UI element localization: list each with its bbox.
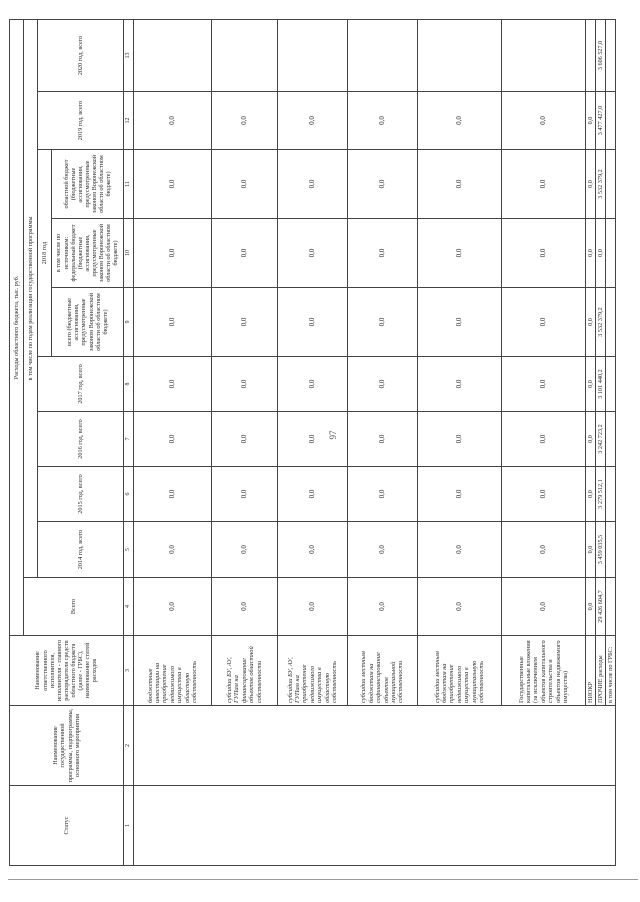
value-cell: 0,0 [212, 467, 278, 522]
col-number: 9 [124, 288, 134, 357]
col-number: 3 [124, 636, 134, 706]
value-cell: 0,0 [502, 219, 586, 288]
header-status: Статус [10, 786, 124, 866]
value-cell [134, 19, 212, 91]
value-cell: 0,0 [278, 578, 348, 636]
value-cell: 0,0 [212, 578, 278, 636]
header-2018-federal [52, 219, 124, 288]
value-cell: 0,0 [586, 150, 596, 219]
value-cell: 0,0 [348, 522, 418, 578]
value-cell: 0,0 [586, 578, 596, 636]
col-number: 8 [124, 357, 134, 412]
value-cell: 0,0 [586, 412, 596, 467]
value-cell: 0,0 [502, 357, 586, 412]
row-label: Государственные капитальные вложения (за исключением объектов капитального строительства и объектов недвижимого имущества) [502, 636, 586, 706]
value-cell: 3 459 035,5 [596, 522, 606, 578]
row-label: ПРОЧИЕ расходы [596, 636, 606, 706]
value-cell: 0,0 [418, 92, 502, 150]
header-2020: 2020 год, всего [38, 19, 124, 91]
value-cell: 0,0 [586, 357, 596, 412]
value-cell: 0,0 [278, 522, 348, 578]
value-cell: 0,0 [502, 288, 586, 357]
header-2018: 2018 год [38, 150, 52, 357]
col-number: 1 [124, 786, 134, 866]
value-cell [606, 150, 616, 219]
row-label: субсидии БУ, АУ, ГУПам на приобретение недвижимого имущества в областную собственность [278, 636, 348, 706]
budget-table-frame [9, 20, 615, 866]
header-2016: 2016 год, всего [38, 412, 124, 467]
value-cell: 0,0 [134, 357, 212, 412]
value-cell: 0,0 [134, 288, 212, 357]
value-cell: 0,0 [348, 578, 418, 636]
page-number: 97 [328, 430, 338, 440]
value-cell: 0,0 [134, 150, 212, 219]
value-cell: 0,0 [278, 92, 348, 150]
header-2018-total: всего (бюджетные ассигнования, предусмотренные законом Воронежской области об областном бюджете) [52, 288, 124, 357]
col-number: 13 [124, 19, 134, 91]
value-cell: 0,0 [348, 150, 418, 219]
value-cell: 0,0 [278, 288, 348, 357]
value-cell: 0,0 [212, 288, 278, 357]
value-cell: 3 279 512,1 [596, 467, 606, 522]
value-cell: 3 242 723,2 [596, 412, 606, 467]
value-cell: 0,0 [134, 578, 212, 636]
value-cell [606, 288, 616, 357]
value-cell: 0,0 [502, 467, 586, 522]
value-cell: 0,0 [212, 219, 278, 288]
value-cell: 3 606 527,0 [596, 19, 606, 91]
value-cell: 3 477 427,0 [596, 92, 606, 150]
row-label: в том числе по ГРБС: [606, 636, 616, 706]
value-cell [348, 19, 418, 91]
value-cell: 0,0 [502, 412, 586, 467]
row-label: субсидии местным бюджетам на софинансирование объектов муниципальной собственности [348, 636, 418, 706]
value-cell: 0,0 [212, 357, 278, 412]
value-cell: 0,0 [418, 357, 502, 412]
value-cell: 0,0 [586, 92, 596, 150]
value-cell: 0,0 [418, 467, 502, 522]
row-label: НИОКР [586, 636, 596, 706]
value-cell: 0,0 [212, 92, 278, 150]
value-cell: 0,0 [278, 412, 348, 467]
value-cell: 0,0 [348, 467, 418, 522]
value-cell [278, 19, 348, 91]
program-name-cell [134, 706, 616, 786]
header-by-years: в том числе по годам реализации государственной программы [24, 19, 38, 577]
value-cell: 0,0 [134, 412, 212, 467]
col-number: 5 [124, 522, 134, 578]
budget-table [9, 19, 616, 866]
value-cell [606, 92, 616, 150]
value-cell: 0,0 [502, 522, 586, 578]
col-number: 4 [124, 578, 134, 636]
value-cell: 0,0 [502, 578, 586, 636]
value-cell [606, 219, 616, 288]
value-cell: 0,0 [278, 357, 348, 412]
value-cell: 0,0 [348, 357, 418, 412]
row-label: субсидии БУ, АУ, ГУПам на финансирование объектов областной собственности [212, 636, 278, 706]
header-2018-regional: областной бюджет (бюджетные ассигнования, предусмотренные законом Воронежской области об областном бюджете) [52, 150, 124, 219]
value-cell: 29 426 604,7 [596, 578, 606, 636]
value-cell: 3 101 440,2 [596, 357, 606, 412]
value-cell: 0,0 [134, 467, 212, 522]
value-cell [606, 467, 616, 522]
header-2018-federal-text: федеральный бюджет (бюджетные ассигнования, предусмотренные законом Воронежской области об областном бюджете) [69, 223, 120, 283]
value-cell [606, 412, 616, 467]
value-cell: 0,0 [212, 412, 278, 467]
header-2018-sources: в том числе по источникам: [55, 233, 70, 273]
value-cell [606, 578, 616, 636]
header-program-name: Наименование государственной программы, подпрограммы, основного мероприятия [10, 706, 124, 786]
value-cell: 0,0 [596, 219, 606, 288]
value-cell: 0,0 [348, 92, 418, 150]
value-cell: 0,0 [212, 150, 278, 219]
value-cell: 0,0 [134, 522, 212, 578]
column-number-row [124, 19, 134, 865]
header-2014: 2014 год, всего [38, 522, 124, 578]
col-number: 7 [124, 412, 134, 467]
value-cell [418, 19, 502, 91]
value-cell: 0,0 [418, 288, 502, 357]
bottom-rule [8, 879, 638, 880]
header-2015: 2015 год, всего [38, 467, 124, 522]
row-label: субсидии местным бюджетам на приобретение недвижимого имущества в муниципальную собственность [418, 636, 502, 706]
col-number: 12 [124, 92, 134, 150]
header-2017: 2017 год, всего [38, 357, 124, 412]
value-cell [606, 522, 616, 578]
value-cell: 0,0 [418, 150, 502, 219]
rotated-table [9, 20, 615, 866]
value-cell: 3 532 379,2 [596, 150, 606, 219]
row-label: бюджетные инвестиции на приобретение недвижимого имущества в областную собственность [134, 636, 212, 706]
value-cell: 0,0 [418, 412, 502, 467]
col-number: 6 [124, 467, 134, 522]
value-cell: 0,0 [212, 522, 278, 578]
value-cell: 0,0 [278, 467, 348, 522]
col-number: 10 [124, 219, 134, 288]
value-cell: 0,0 [418, 219, 502, 288]
value-cell: 0,0 [348, 288, 418, 357]
value-cell [502, 19, 586, 91]
value-cell: 0,0 [586, 467, 596, 522]
col-number: 2 [124, 706, 134, 786]
value-cell: 0,0 [418, 522, 502, 578]
value-cell: 0,0 [586, 288, 596, 357]
value-cell [606, 19, 616, 91]
header-total: Всего [24, 578, 124, 636]
value-cell [212, 19, 278, 91]
value-cell: 3 532 379,2 [596, 288, 606, 357]
table-row [134, 19, 212, 865]
value-cell: 0,0 [278, 150, 348, 219]
value-cell: 0,0 [418, 578, 502, 636]
value-cell: 0,0 [586, 219, 596, 288]
value-cell: 0,0 [586, 522, 596, 578]
value-cell: 0,0 [502, 150, 586, 219]
value-cell: 0,0 [134, 92, 212, 150]
col-number: 11 [124, 150, 134, 219]
header-budget-group: Расходы областного бюджета, тыс. руб. [10, 19, 24, 635]
status-cell [134, 786, 616, 866]
value-cell [606, 357, 616, 412]
value-cell: 0,0 [502, 92, 586, 150]
value-cell: 0,0 [134, 219, 212, 288]
header-executor: Наименование ответственного исполнителя, исполнителя - главного распорядителя средств областного бюджета (далее - ГРБС), наименование статей расходов [10, 636, 124, 706]
value-cell: 0,0 [278, 219, 348, 288]
header-2019: 2019 год, всего [38, 92, 124, 150]
value-cell: 0,0 [348, 219, 418, 288]
value-cell: 0,0 [348, 412, 418, 467]
value-cell [586, 19, 596, 91]
